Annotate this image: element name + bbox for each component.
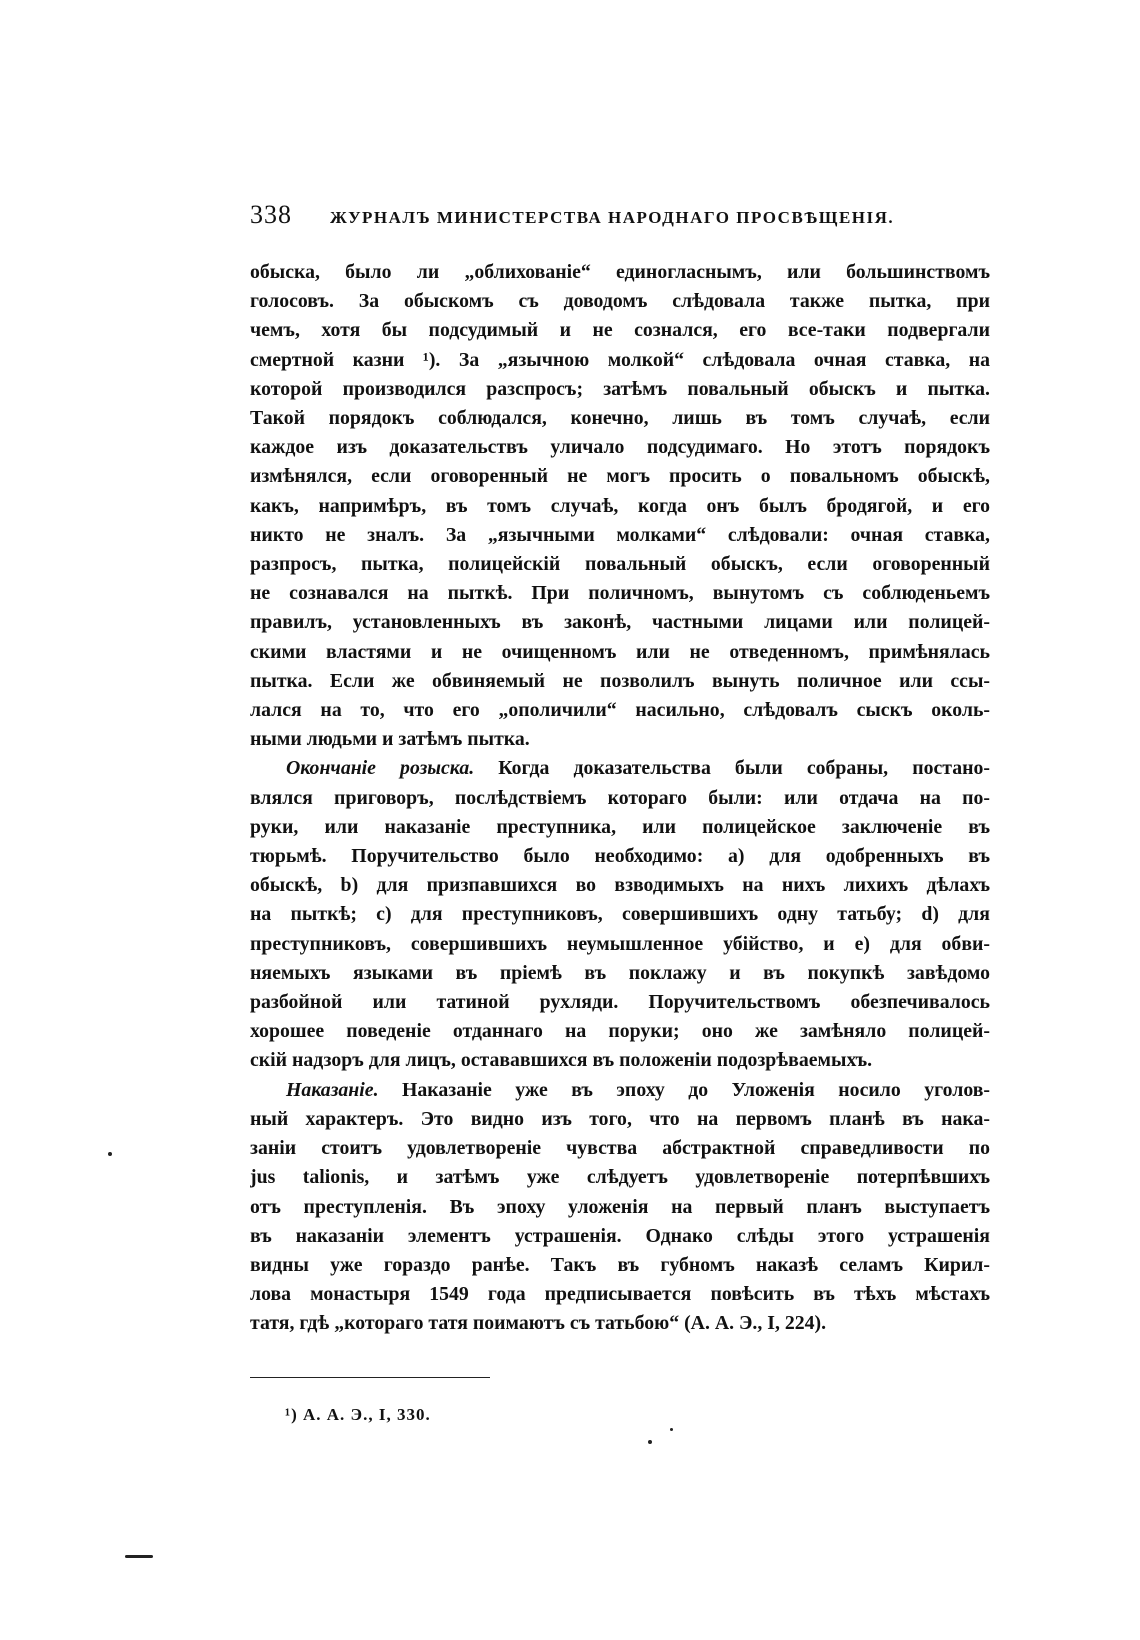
print-speck — [648, 1440, 652, 1444]
text-line: смертной казни ¹). За „язычною молкой“ слѣдовала очная ставка, на — [250, 348, 990, 371]
text-line: чемъ, хотя бы подсудимый и не сознался, его все-таки подвергали — [250, 319, 990, 342]
paragraph-3 — [250, 1076, 990, 1339]
text-line: правилъ, установленныхъ въ законѣ, частными лицами или полицей- — [250, 611, 990, 634]
text-line: которой производился разспросъ; затѣмъ повальный обыскъ и пытка. — [250, 377, 990, 400]
text-line: татя, гдѣ „котораго татя поимаютъ съ татьбою“ (А. А. Э., I, 224). — [250, 1312, 827, 1335]
section-heading: Окончаніе розыска. — [286, 757, 475, 780]
print-speck — [125, 1555, 153, 1558]
text-line: въ наказаніи элементъ устрашенія. Однако слѣды этого устрашенія — [250, 1224, 990, 1247]
page-number: 338 — [250, 200, 292, 229]
running-head: ЖУРНАЛЪ МИНИСТЕРСТВА НАРОДНАГО ПРОСВѢЩЕНІЯ. — [330, 208, 895, 227]
text-line: тюрьмѣ. Поручительство было необходимо: a) для одобренныхъ въ — [250, 845, 990, 868]
section-heading: Наказаніе. — [286, 1078, 379, 1101]
text-line: голосовъ. За обыскомъ съ доводомъ слѣдовала также пытка, при — [250, 290, 990, 313]
text-line: скими властями и не очищенномъ или не отведенномъ, примѣнялась — [250, 640, 990, 663]
text-line: влялся приговоръ, послѣдствіемъ котораго были: или отдача на по- — [250, 786, 990, 809]
text-line: ный характеръ. Это видно изъ того, что на первомъ планѣ въ нака- — [250, 1107, 990, 1130]
text-line: пытка. Если же обвиняемый не позволилъ вынуть поличное или ссы- — [250, 669, 990, 692]
text-line-with-heading — [250, 1076, 990, 1105]
text-line: jus talionis, и затѣмъ уже слѣдуетъ удовлетвореніе потерпѣвшихъ — [250, 1166, 990, 1189]
text-line: лова монастыря 1549 года предписывается повѣсить въ тѣхъ мѣстахъ — [250, 1283, 990, 1306]
text-line: хорошее поведеніе отданнаго на поруки; оно же замѣняло полицей- — [250, 1020, 990, 1043]
text-line: никто не зналъ. За „язычными молками“ слѣдовали: очная ставка, — [250, 523, 990, 546]
text-line: обыскѣ, b) для призпавшихся во взводимыхъ на нихъ лихихъ дѣлахъ — [250, 874, 990, 897]
print-speck — [670, 1428, 673, 1431]
text-line: Такой порядокъ соблюдался, конечно, лишь въ томъ случаѣ, если — [250, 407, 990, 430]
text-line: лался на то, что его „ополичили“ насильно, слѣдовалъ сыскъ околь- — [250, 699, 990, 722]
text-line: не сознавался на пыткѣ. При поличномъ, вынутомъ съ соблюденьемъ — [250, 582, 990, 605]
text-line: измѣнялся, если оговоренный не могъ просить о повальномъ обыскѣ, — [250, 465, 990, 488]
text-line: обыска, было ли „облихованіе“ единогласнымъ, или большинствомъ — [250, 261, 990, 283]
text-line: видны уже гораздо ранѣе. Такъ въ губномъ наказѣ селамъ Кирил- — [250, 1253, 990, 1276]
footnote: ¹) А. А. Э., I, 330. — [285, 1405, 431, 1424]
text-line: заніи стоитъ удовлетвореніе чувства абстрактной справедливости по — [250, 1137, 990, 1160]
text-line: на пыткѣ; c) для преступниковъ, совершившихъ одну татьбу; d) для — [250, 903, 990, 926]
text-line-with-heading — [250, 754, 990, 783]
text-line: разпросъ, пытка, полицейскій повальный обыскъ, если оговоренный — [250, 553, 990, 576]
paragraph-2 — [250, 754, 990, 1075]
text-line: Наказаніе уже въ эпоху до Уложенія носило уголов- — [401, 1078, 990, 1101]
footnote-divider — [250, 1377, 490, 1378]
text-line: руки, или наказаніе преступника, или полицейское заключеніе въ — [250, 815, 990, 838]
text-line: преступниковъ, совершившихъ неумышленное убійство, и e) для обви- — [250, 932, 990, 955]
text-line: Когда доказательства были собраны, постано- — [498, 757, 990, 780]
text-line: какъ, напримѣръ, въ томъ случаѣ, когда онъ былъ бродягой, и его — [250, 494, 990, 517]
print-speck — [108, 1152, 112, 1156]
body-text — [250, 258, 990, 1339]
text-line: каждое изъ доказательствъ уличало подсудимаго. Но этотъ порядокъ — [250, 436, 990, 459]
text-line: скій надзоръ для лицъ, остававшихся въ положеніи подозрѣваемыхъ. — [250, 1049, 873, 1072]
text-line: разбойной или татиной рухляди. Поручительствомъ обезпечивалось — [250, 991, 990, 1014]
paragraph-1 — [250, 258, 990, 754]
page-header — [250, 200, 990, 236]
text-line: ными людьми и затѣмъ пытка. — [250, 728, 530, 751]
text-line: няемыхъ языками въ пріемѣ въ поклажу и въ покупкѣ завѣдомо — [250, 961, 990, 984]
text-line: отъ преступленія. Въ эпоху уложенія на первый планъ выступаетъ — [250, 1195, 990, 1218]
